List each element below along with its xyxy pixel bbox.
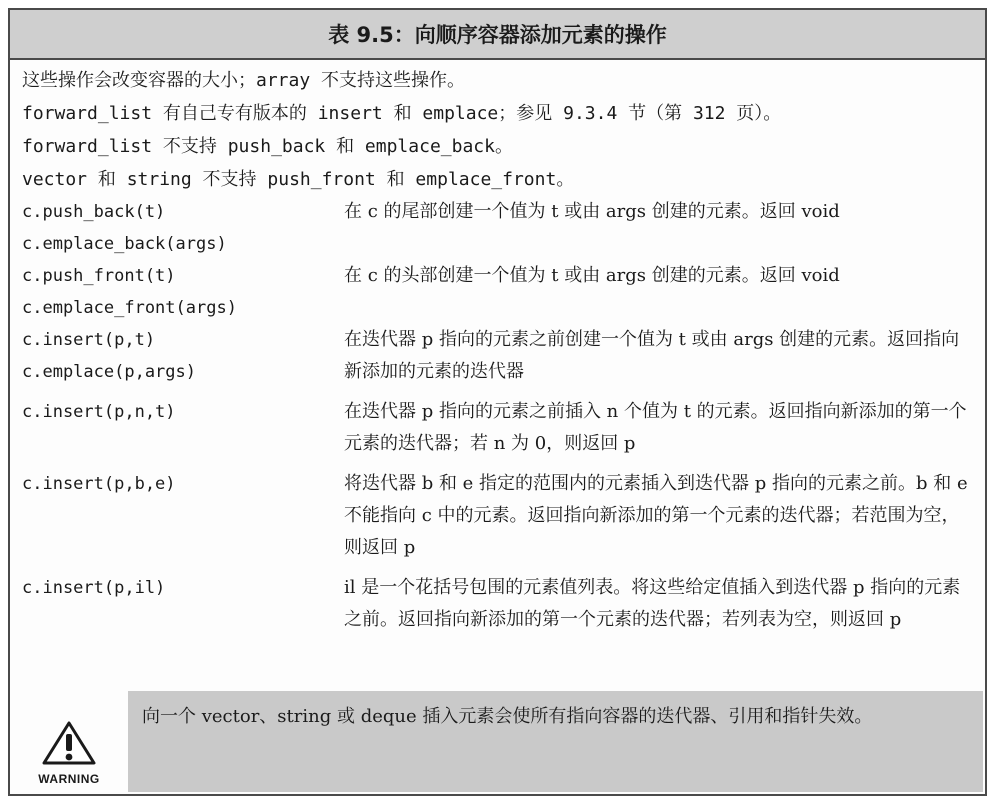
table-row [22, 572, 973, 672]
operation-signature: c.push_back(t) [22, 202, 166, 222]
description-cell: 将迭代器 b 和 e 指定的范围内的元素插入到迭代器 p 指向的元素之前。b 和 e 不能指向 c 中的元素。返回指向新添加的第一个元素的迭代器；若范围为空，则返回 p [344, 473, 968, 558]
note-line: vector 和 string 不支持 push_front 和 emplace_front。 [22, 169, 575, 190]
operation-signature: c.insert(p,t) [22, 330, 156, 350]
operation-signature: c.emplace_front(args) [22, 298, 237, 318]
operation-cell [22, 572, 344, 672]
description-cell: 在迭代器 p 指向的元素之前插入 n 个值为 t 的元素。返回指向新添加的第一个元素的迭代器；若 n 为 0，则返回 p [344, 401, 967, 454]
warning-triangle-icon [41, 720, 97, 770]
warning-text: 向一个 vector、string 或 deque 插入元素会使所有指向容器的迭代器、引用和指针失效。 [128, 691, 983, 792]
operation-signature: c.insert(p,il) [22, 578, 166, 598]
description-cell: 在 c 的尾部创建一个值为 t 或由 args 创建的元素。返回 void [344, 201, 840, 222]
operation-signature: c.push_front(t) [22, 266, 176, 286]
operation-signature: c.emplace(p,args) [22, 362, 196, 382]
operation-cell [22, 468, 344, 572]
table-row [22, 468, 973, 572]
operation-rows [10, 196, 985, 672]
operation-signature: c.insert(p,n,t) [22, 402, 176, 422]
operation-signature: c.insert(p,b,e) [22, 474, 176, 494]
warning-badge [10, 691, 128, 794]
operations-table [8, 8, 987, 796]
table-title: 表 9.5：向顺序容器添加元素的操作 [10, 10, 985, 60]
notes-section [10, 60, 985, 196]
warning-label: WARNING [38, 772, 100, 786]
description-cell: il 是一个花括号包围的元素值列表。将这些给定值插入到迭代器 p 指向的元素之前。返回指向新添加的第一个元素的迭代器；若列表为空，则返回 p [344, 577, 961, 630]
table-row [22, 196, 973, 260]
note-line: forward_list 不支持 push_back 和 emplace_back。 [22, 136, 513, 157]
table-row [22, 260, 973, 324]
note-line: forward_list 有自己专有版本的 insert 和 emplace；参见 9.3.4 节（第 312 页）。 [22, 103, 782, 124]
description-cell: 在 c 的头部创建一个值为 t 或由 args 创建的元素。返回 void [344, 265, 840, 286]
operation-cell [22, 260, 344, 324]
description-cell: 在迭代器 p 指向的元素之前创建一个值为 t 或由 args 创建的元素。返回指向新添加的元素的迭代器 [344, 329, 960, 382]
table-row [22, 324, 973, 396]
operation-cell [22, 396, 344, 468]
operation-cell [22, 196, 344, 260]
table-row [22, 396, 973, 468]
note-line: 这些操作会改变容器的大小；array 不支持这些操作。 [22, 70, 466, 91]
warning-box [10, 691, 985, 794]
operation-signature: c.emplace_back(args) [22, 234, 227, 254]
operation-cell [22, 324, 344, 396]
